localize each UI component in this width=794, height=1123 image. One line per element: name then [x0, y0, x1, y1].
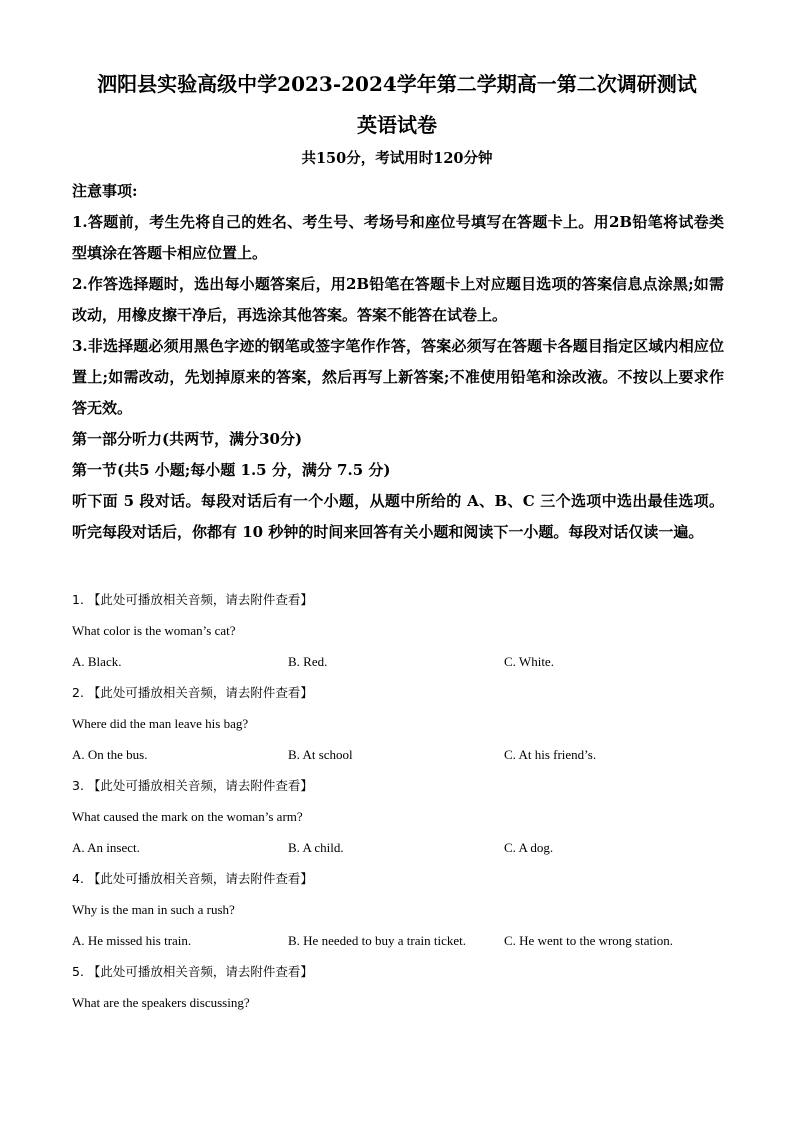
options-row [72, 646, 734, 677]
notice-item-1: 1.答题前，考生先将自己的姓名、考生号、考场号和座位号填写在答题卡上。用2B铅笔将试卷类型填涂在答题卡相应位置上。 [72, 213, 724, 262]
option-c: C. A dog. [504, 840, 554, 855]
question-text: Where did the man leave his bag? [72, 716, 249, 731]
options-row [72, 739, 734, 770]
exam-subtitle: 英语试卷 [357, 113, 437, 137]
question-item [72, 956, 734, 1018]
option-a: A. An insect. [72, 840, 140, 855]
audio-label: 1. 【此处可播放相关音频，请去附件查看】 [72, 592, 313, 607]
notice-heading: 注意事项: [72, 182, 138, 200]
question-text: What color is the woman’s cat? [72, 623, 236, 638]
question-text: Why is the man in such a rush? [72, 902, 235, 917]
question-list [72, 584, 734, 1018]
listening-instructions: 听下面 5 段对话。每段对话后有一个小题，从题中所给的 A、B、C 三个选项中选出最佳选项。听完每段对话后，你都有 10 秒钟的时间来回答有关小题和阅读下一小题。每段对话仅读一遍。 [72, 492, 724, 541]
option-b: B. He needed to buy a train ticket. [288, 933, 466, 948]
audio-label: 3. 【此处可播放相关音频，请去附件查看】 [72, 778, 313, 793]
option-b: B. At school [288, 747, 353, 762]
question-text: What are the speakers discussing? [72, 995, 250, 1010]
option-b: B. Red. [288, 654, 328, 669]
audio-label: 4. 【此处可播放相关音频，请去附件查看】 [72, 871, 313, 886]
section1-heading: 第一节(共5 小题;每小题 1.5 分，满分 7.5 分) [72, 461, 391, 479]
question-item [72, 863, 734, 956]
question-text: What caused the mark on the woman’s arm? [72, 809, 303, 824]
notice-item-2: 2.作答选择题时，选出每小题答案后，用2B铅笔在答题卡上对应题目选项的答案信息点涂黑;如需改动，用橡皮擦干净后，再选涂其他答案。答案不能答在试卷上。 [72, 275, 724, 324]
option-c: C. At his friend’s. [504, 747, 597, 762]
notice-item-3: 3.非选择题必须用黑色字迹的钢笔或签字笔作作答，答案必须写在答题卡各题目指定区域内相应位置上;如需改动，先划掉原来的答案，然后再写上新答案;不准使用铅笔和涂改液。不按以上要求作答无效。 [72, 337, 724, 417]
exam-title: 泗阳县实验高级中学2023-2024学年第二学期高一第二次调研测试 [97, 72, 697, 96]
question-item [72, 677, 734, 770]
option-b: B. A child. [288, 840, 344, 855]
question-item [72, 584, 734, 677]
audio-label: 5. 【此处可播放相关音频，请去附件查看】 [72, 964, 313, 979]
options-row [72, 832, 734, 863]
option-c: C. He went to the wrong station. [504, 933, 673, 948]
options-row [72, 925, 734, 956]
question-item [72, 770, 734, 863]
option-a: A. He missed his train. [72, 933, 192, 948]
part1-heading: 第一部分听力(共两节，满分30分) [72, 430, 303, 448]
exam-info: 共150分，考试用时120分钟 [301, 150, 493, 167]
audio-label: 2. 【此处可播放相关音频，请去附件查看】 [72, 685, 313, 700]
option-a: A. Black. [72, 654, 122, 669]
option-c: C. White. [504, 654, 554, 669]
option-a: A. On the bus. [72, 747, 148, 762]
notice-section [72, 176, 724, 548]
